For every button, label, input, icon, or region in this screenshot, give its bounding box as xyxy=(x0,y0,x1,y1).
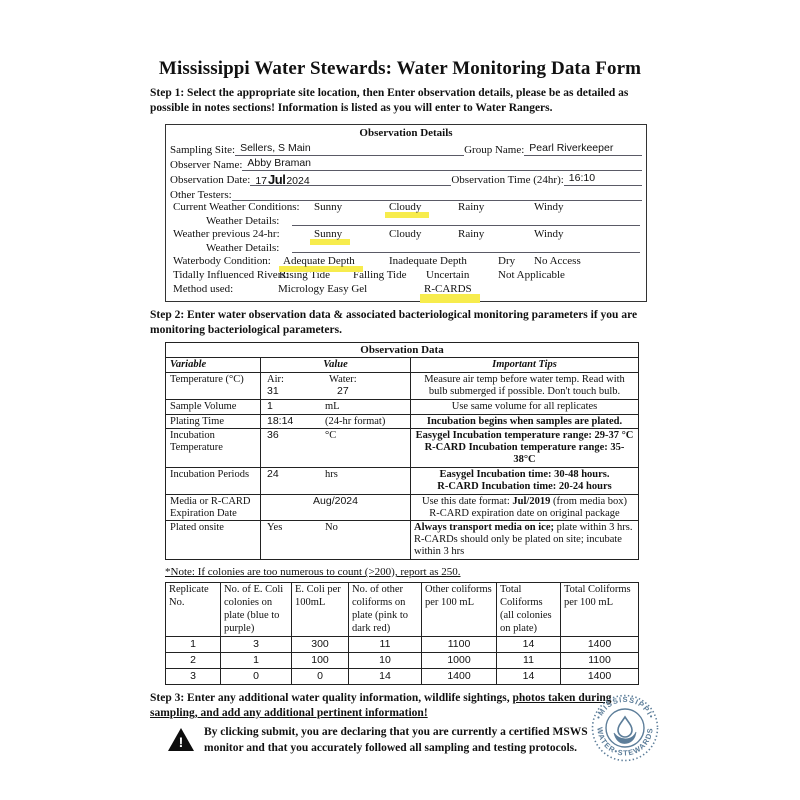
incubation-periods-field[interactable]: 24 xyxy=(267,468,279,481)
easygel-time: Easygel Incubation time: 30-48 hours. xyxy=(439,469,610,481)
previous-weather-option-cloudy[interactable]: Cloudy xyxy=(389,227,422,240)
page-title: Mississippi Water Stewards: Water Monitoring Data Form xyxy=(158,58,642,79)
sampling-site-label: Sampling Site: xyxy=(170,143,236,156)
replicate-results-table xyxy=(165,582,639,685)
tidal-rivers-label: Tidally Influenced Rivers: xyxy=(173,268,289,281)
temperature-row xyxy=(166,373,639,400)
header-ecoli-per-100ml: E. Coli per 100mL xyxy=(292,583,349,637)
other-testers-field[interactable] xyxy=(232,187,642,201)
column-header-important-tips: Important Tips xyxy=(411,358,639,373)
date-format-tip-pre: Use this date format: xyxy=(421,495,513,507)
rep3-ecoli-100ml[interactable]: 0 xyxy=(292,668,349,684)
other-testers-label: Other Testers: xyxy=(170,188,232,201)
rep1-ecoli-100ml[interactable]: 300 xyxy=(292,636,349,652)
tidal-option-falling-tide[interactable]: Falling Tide xyxy=(353,268,407,281)
temperature-tip: Measure air temp before water temp. Read with bulb submerged if possible. Don't touch bulb. xyxy=(411,373,639,400)
rep3-no[interactable]: 3 xyxy=(166,668,221,684)
rep1-no[interactable]: 1 xyxy=(166,636,221,652)
logo-hand-droplet-icon xyxy=(614,717,636,744)
header-total-coliforms-100ml: Total Coliforms per 100 mL xyxy=(561,583,639,637)
logo-arc-bottom-text: WATER•STEWARDS xyxy=(595,727,655,759)
easygel-temp-range: Easygel Incubation temperature range: 29-37 °C xyxy=(415,430,634,442)
waterbody-option-dry[interactable]: Dry xyxy=(498,254,516,267)
rep3-other-colonies[interactable]: 14 xyxy=(349,668,422,684)
expiration-date-row xyxy=(166,494,639,521)
observation-date-field[interactable] xyxy=(250,172,451,186)
temperature-variable: Temperature (°C) xyxy=(166,373,261,400)
tidal-option-not-applicable[interactable]: Not Applicable xyxy=(498,268,565,281)
logo-arc-top-text: •MISSISSIPPI• xyxy=(593,695,657,721)
step2-instructions: Step 2: Enter water observation data & associated bacteriological monitoring parameters if you are monitoring bacteriological parameters. xyxy=(150,308,638,336)
method-used-row xyxy=(170,283,642,297)
waterbody-option-adequate-depth-selected[interactable]: Adequate Depth xyxy=(283,254,355,267)
previous-weather-details-row xyxy=(170,242,642,255)
method-option-micrology-easy-gel[interactable]: Micrology Easy Gel xyxy=(278,282,368,295)
expiration-date-tips xyxy=(411,494,639,521)
weather-details-label-2: Weather Details: xyxy=(206,241,280,254)
date-format-tip xyxy=(414,496,635,508)
rep1-other-colonies[interactable]: 11 xyxy=(349,636,422,652)
rep1-other-100ml[interactable]: 1100 xyxy=(422,636,497,652)
sample-volume-row xyxy=(166,399,639,414)
date-day: 17 xyxy=(255,174,268,187)
sample-volume-tip: Use same volume for all replicates xyxy=(411,399,639,414)
column-header-variable: Variable xyxy=(166,358,261,373)
rcard-time: R-CARD Incubation time: 20-24 hours xyxy=(437,480,612,492)
submit-disclaimer-text: By clicking submit, you are declaring that you are currently a certified MSWS monitor and that you accurately followed all sampling and testing protocols. xyxy=(204,726,588,754)
sample-volume-unit: mL xyxy=(325,400,340,412)
header-other-coliforms-100ml: Other coliforms per 100 mL xyxy=(422,583,497,637)
warning-icon xyxy=(168,728,196,754)
incubation-temperature-tips xyxy=(411,429,639,468)
method-used-label: Method used: xyxy=(173,282,234,295)
plated-onsite-option-no[interactable]: No xyxy=(325,522,338,534)
tidal-rivers-row xyxy=(170,269,642,283)
expiration-date-field[interactable]: Aug/2024 xyxy=(261,494,411,521)
tidal-option-rising-tide[interactable]: Rising Tide xyxy=(279,268,331,281)
step3-instructions xyxy=(150,691,650,721)
waterbody-option-no-access[interactable]: No Access xyxy=(534,254,581,267)
rep2-other-100ml[interactable]: 1000 xyxy=(422,652,497,668)
incubation-periods-unit: hrs xyxy=(325,469,338,481)
plating-time-tip: Incubation begins when samples are plated. xyxy=(411,414,639,429)
group-name-field[interactable]: Pearl Riverkeeper xyxy=(524,142,642,156)
observation-details-box xyxy=(165,124,647,302)
rep3-other-100ml[interactable]: 1400 xyxy=(422,668,497,684)
plating-time-format: (24-hr format) xyxy=(325,415,386,427)
temperature-value-cell xyxy=(261,373,411,400)
weather-details-field-2[interactable] xyxy=(292,252,640,253)
weather-details-field[interactable] xyxy=(292,225,640,226)
observation-data-heading: Observation Data xyxy=(166,342,639,357)
msws-logo xyxy=(590,691,660,765)
observation-date-label: Observation Date: xyxy=(170,173,251,186)
plate-within-tip: plate within 3 hrs. R-CARDs should only be plated on site; incubate within 3 hrs xyxy=(414,522,633,558)
observation-details-heading: Observation Details xyxy=(359,126,453,139)
plated-onsite-row xyxy=(166,521,639,560)
incubation-temperature-unit: °C xyxy=(325,430,337,442)
rcard-expiration-tip: R-CARD expiration date on original package xyxy=(429,507,620,519)
current-weather-option-windy[interactable]: Windy xyxy=(534,200,564,213)
replicate-row-1 xyxy=(166,636,639,652)
expiration-date-variable: Media or R-CARD Expiration Date xyxy=(166,494,261,521)
header-total-coliforms-plate: Total Coliforms (all colonies on plate) xyxy=(497,583,561,637)
step1-instructions: Step 1: Select the appropriate site location, then Enter observation details, please be as detailed as possible in notes sections! Information is listed as you will enter to Water Rangers. xyxy=(150,87,629,114)
rep1-ecoli-colonies[interactable]: 3 xyxy=(221,636,292,652)
sampling-site-row xyxy=(170,141,642,156)
incubation-temperature-field[interactable]: 36 xyxy=(267,429,279,442)
observation-time-field[interactable]: 16:10 xyxy=(564,172,642,186)
previous-weather-row xyxy=(170,228,642,242)
observation-date-row xyxy=(170,171,642,186)
column-header-value: Value xyxy=(261,358,411,373)
current-weather-option-rainy[interactable]: Rainy xyxy=(458,200,485,213)
air-temperature xyxy=(263,374,325,398)
water-label: Water: xyxy=(329,374,357,386)
rep3-total-100ml[interactable]: 1400 xyxy=(561,668,639,684)
observer-name-label: Observer Name: xyxy=(170,158,243,171)
document-page xyxy=(150,58,657,759)
group-name-label: Group Name: xyxy=(464,143,525,156)
waterbody-option-inadequate-depth[interactable]: Inadequate Depth xyxy=(389,254,467,267)
water-temperature-field[interactable]: 27 xyxy=(337,384,349,397)
date-month-dropdown[interactable]: Jul xyxy=(268,171,286,187)
incubation-temperature-variable: Incubation Temperature xyxy=(166,429,261,468)
incubation-periods-tips xyxy=(411,468,639,495)
rep2-total-100ml[interactable]: 1100 xyxy=(561,652,639,668)
replicate-header-row xyxy=(166,583,639,637)
plated-onsite-option-yes[interactable]: Yes xyxy=(267,522,283,534)
rcard-temp-range: R-CARD Incubation temperature range: 35-38°C xyxy=(424,442,625,466)
header-replicate-no: Replicate No. xyxy=(166,583,221,637)
date-format-tip-post: (from media box) xyxy=(550,495,628,507)
other-testers-row xyxy=(170,186,642,201)
transport-media-tip: Always transport media on ice; xyxy=(414,522,554,534)
rep3-total-colonies[interactable]: 14 xyxy=(497,668,561,684)
rep1-total-100ml[interactable]: 1400 xyxy=(561,636,639,652)
observation-data-table xyxy=(165,342,639,560)
sample-volume-field[interactable]: 1 xyxy=(267,399,273,412)
water-temperature xyxy=(325,374,357,398)
rep2-ecoli-100ml[interactable]: 100 xyxy=(292,652,349,668)
replicate-row-2 xyxy=(166,652,639,668)
replicate-row-3 xyxy=(166,668,639,684)
date-format-example: Jul/2019 xyxy=(512,495,551,507)
current-weather-option-sunny[interactable]: Sunny xyxy=(314,200,343,213)
waterbody-condition-row xyxy=(170,255,642,269)
previous-weather-option-windy[interactable]: Windy xyxy=(534,227,564,240)
rep2-total-colonies[interactable]: 11 xyxy=(497,652,561,668)
previous-weather-label: Weather previous 24-hr: xyxy=(173,227,280,240)
rep2-other-colonies[interactable]: 10 xyxy=(349,652,422,668)
plating-time-row xyxy=(166,414,639,429)
date-year: 2024 xyxy=(286,174,310,187)
method-option-r-cards-selected[interactable]: R-CARDS xyxy=(424,282,472,295)
air-label: Air: xyxy=(267,374,284,386)
sampling-site-field[interactable]: Sellers, S Main xyxy=(235,142,464,156)
observer-name-field[interactable]: Abby Braman xyxy=(242,157,642,171)
weather-details-label: Weather Details: xyxy=(206,214,280,227)
step3-underlined-text: photos taken during sampling, and add any additional pertinent information! xyxy=(150,691,612,719)
previous-weather-option-rainy[interactable]: Rainy xyxy=(458,227,485,240)
rep2-ecoli-colonies[interactable]: 1 xyxy=(221,652,292,668)
plating-time-variable: Plating Time xyxy=(166,414,261,429)
step3-text: Step 3: Enter any additional water quality information, wildlife sightings, xyxy=(150,691,513,704)
observer-name-row xyxy=(170,156,642,171)
incubation-periods-row xyxy=(166,468,639,495)
previous-weather-option-sunny-selected[interactable]: Sunny xyxy=(314,227,343,240)
header-ecoli-colonies: No. of E. Coli colonies on plate (blue to purple) xyxy=(221,583,292,637)
current-weather-row xyxy=(170,201,642,215)
sample-volume-variable: Sample Volume xyxy=(166,399,261,414)
incubation-temperature-row xyxy=(166,429,639,468)
observation-time-label: Observation Time (24hr): xyxy=(451,173,564,186)
plated-onsite-tips xyxy=(411,521,639,560)
plated-onsite-variable: Plated onsite xyxy=(166,521,261,560)
incubation-periods-variable: Incubation Periods xyxy=(166,468,261,495)
rep3-ecoli-colonies[interactable]: 0 xyxy=(221,668,292,684)
current-weather-label: Current Weather Conditions: xyxy=(173,200,300,213)
air-temperature-field[interactable]: 31 xyxy=(267,384,279,397)
rep2-no[interactable]: 2 xyxy=(166,652,221,668)
rep1-total-colonies[interactable]: 14 xyxy=(497,636,561,652)
current-weather-option-cloudy-selected[interactable]: Cloudy xyxy=(389,200,422,213)
colony-count-note: *Note: If colonies are too numerous to count (>200), report as 250. xyxy=(165,566,461,579)
waterbody-condition-label: Waterbody Condition: xyxy=(173,254,271,267)
header-other-coliforms-plate: No. of other coliforms on plate (pink to dark red) xyxy=(349,583,422,637)
tidal-option-uncertain[interactable]: Uncertain xyxy=(426,268,470,281)
warning-exclamation: ! xyxy=(178,734,184,751)
plating-time-field[interactable]: 18:14 xyxy=(267,414,294,427)
